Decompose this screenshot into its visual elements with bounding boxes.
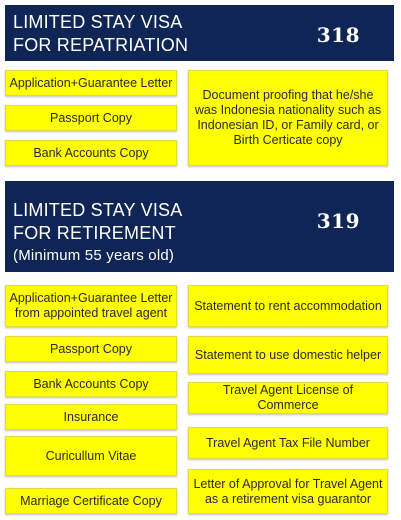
- visa-319-title-line3: (Minimum 55 years old): [13, 247, 175, 264]
- visa-319-banner: [5, 181, 394, 272]
- visa-319-rent-accommodation: Statement to rent accommodation: [188, 285, 388, 327]
- visa-319-title-line1: LIMITED STAY VISA: [13, 200, 183, 220]
- visa-319-travel-agent-tax-number: Travel Agent Tax File Number: [188, 427, 388, 459]
- visa-318-title-line2: FOR REPATRIATION: [13, 35, 189, 55]
- visa-319-passport-copy: Passport Copy: [5, 336, 177, 362]
- visa-319-bank-accounts-copy: Bank Accounts Copy: [5, 371, 177, 397]
- visa-318-code: 318: [316, 23, 360, 47]
- visa-318-application-letter: Application+Guarantee Letter: [5, 70, 177, 96]
- visa-318-bank-accounts-copy: Bank Accounts Copy: [5, 140, 177, 166]
- visa-319-title-line2: FOR RETIREMENT: [13, 223, 176, 243]
- visa-319-curriculum-vitae: Curicullum Vitae: [5, 436, 177, 476]
- visa-318-passport-copy: Passport Copy: [5, 105, 177, 131]
- visa-318-banner: [5, 5, 394, 61]
- visa-319-marriage-certificate: Marriage Certificate Copy: [5, 488, 177, 514]
- visa-319-insurance: Insurance: [5, 404, 177, 430]
- visa-319-application-letter: Application+Guarantee Letter from appointed travel agent: [5, 285, 177, 327]
- visa-318-nationality-document: Document proofing that he/she was Indonesia nationality such as Indonesian ID, or Family card, or Birth Certicate copy: [188, 70, 388, 166]
- visa-318-title-line1: LIMITED STAY VISA: [13, 12, 183, 32]
- visa-319-travel-agent-license: Travel Agent License of Commerce: [188, 382, 388, 414]
- visa-319-letter-of-approval: Letter of Approval for Travel Agent as a retirement visa guarantor: [188, 469, 388, 514]
- visa-319-domestic-helper: Statement to use domestic helper: [188, 336, 388, 374]
- visa-319-code: 319: [316, 209, 360, 233]
